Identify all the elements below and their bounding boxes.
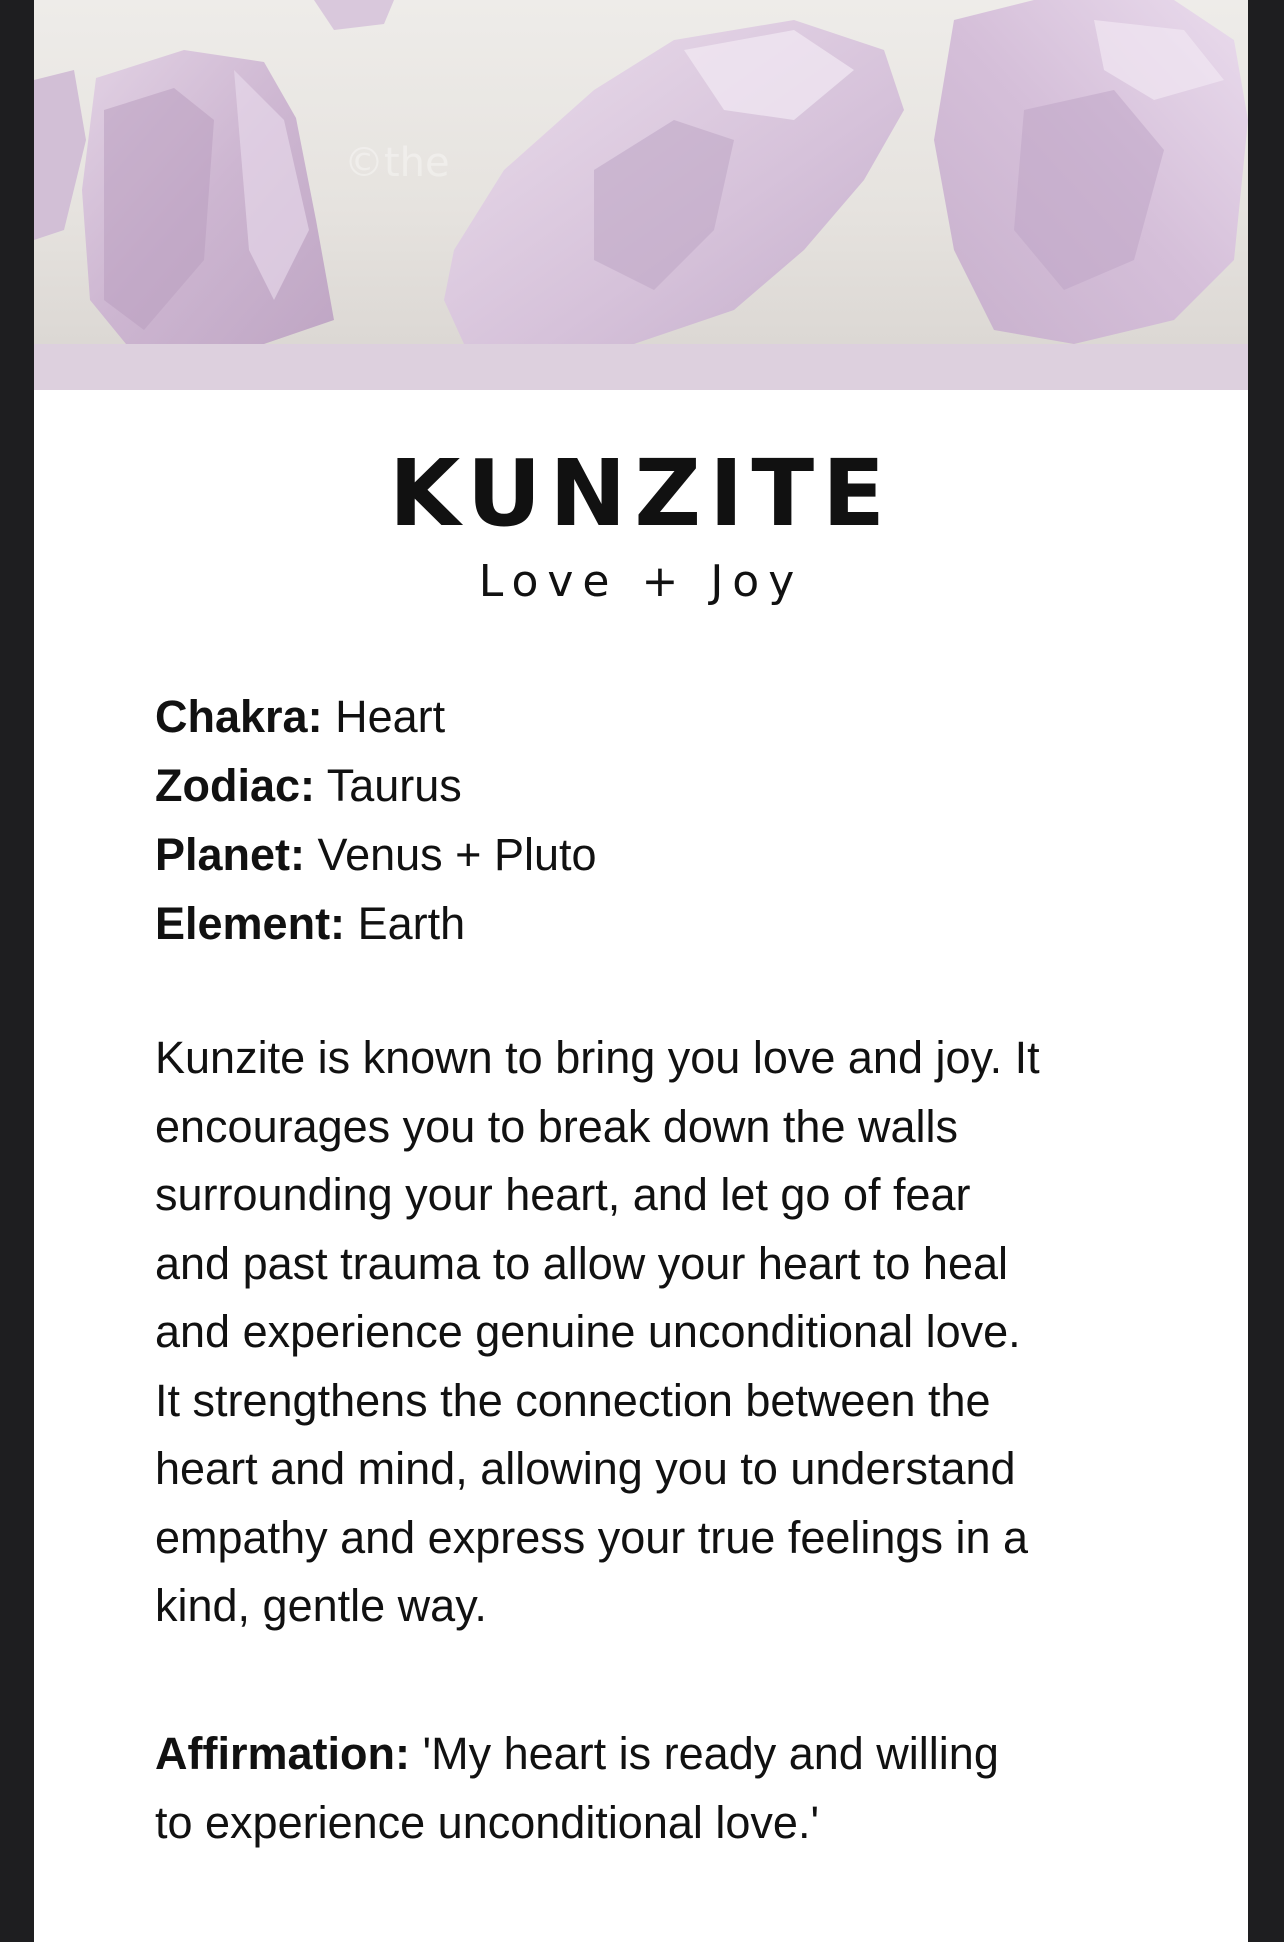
property-label: Element: [155,898,346,949]
description-line: empathy and express your true feelings in a [155,1511,1028,1563]
description-line: It strengthens the connection between the [155,1374,991,1426]
description-line: encourages you to break down the walls [155,1100,958,1152]
description-line: and past trauma to allow your heart to heal [155,1237,1009,1289]
property-value: Heart [335,691,446,742]
affirmation-text-1: 'My heart is ready and willing [422,1728,999,1779]
photo-watermark: ©the [344,140,450,186]
description-paragraph [155,1024,1155,1641]
crystal-tagline: Love + Joy [478,556,804,607]
accent-band [34,344,1248,390]
crystal-name: KUNZITE [389,440,893,547]
property-value: Taurus [326,760,462,811]
property-element [155,889,1155,958]
property-planet [155,820,1155,889]
properties-list [155,682,1155,958]
property-label: Planet: [155,829,306,880]
description-line: heart and mind, allowing you to understand [155,1443,1016,1494]
property-value: Earth [357,898,466,949]
property-zodiac [155,751,1155,820]
property-label: Zodiac: [155,760,316,811]
affirmation-label: Affirmation: [155,1728,410,1779]
description-line: kind, gentle way. [155,1580,487,1631]
affirmation-block [155,1720,1155,1857]
crystal-illustration [34,0,1248,344]
description-line: and experience genuine unconditional love. [155,1306,1021,1357]
property-chakra [155,682,1155,751]
description-line: Kunzite is known to bring you love and joy. It [155,1032,1040,1083]
kunzite-photo [34,0,1248,344]
affirmation-line-1 [155,1720,1155,1789]
property-value: Venus + Pluto [317,829,597,880]
property-label: Chakra: [155,691,323,742]
affirmation-text-2: to experience unconditional love.' [155,1796,820,1848]
description-line: surrounding your heart, and let go of fear [155,1169,971,1220]
card-frame [34,0,1248,1942]
